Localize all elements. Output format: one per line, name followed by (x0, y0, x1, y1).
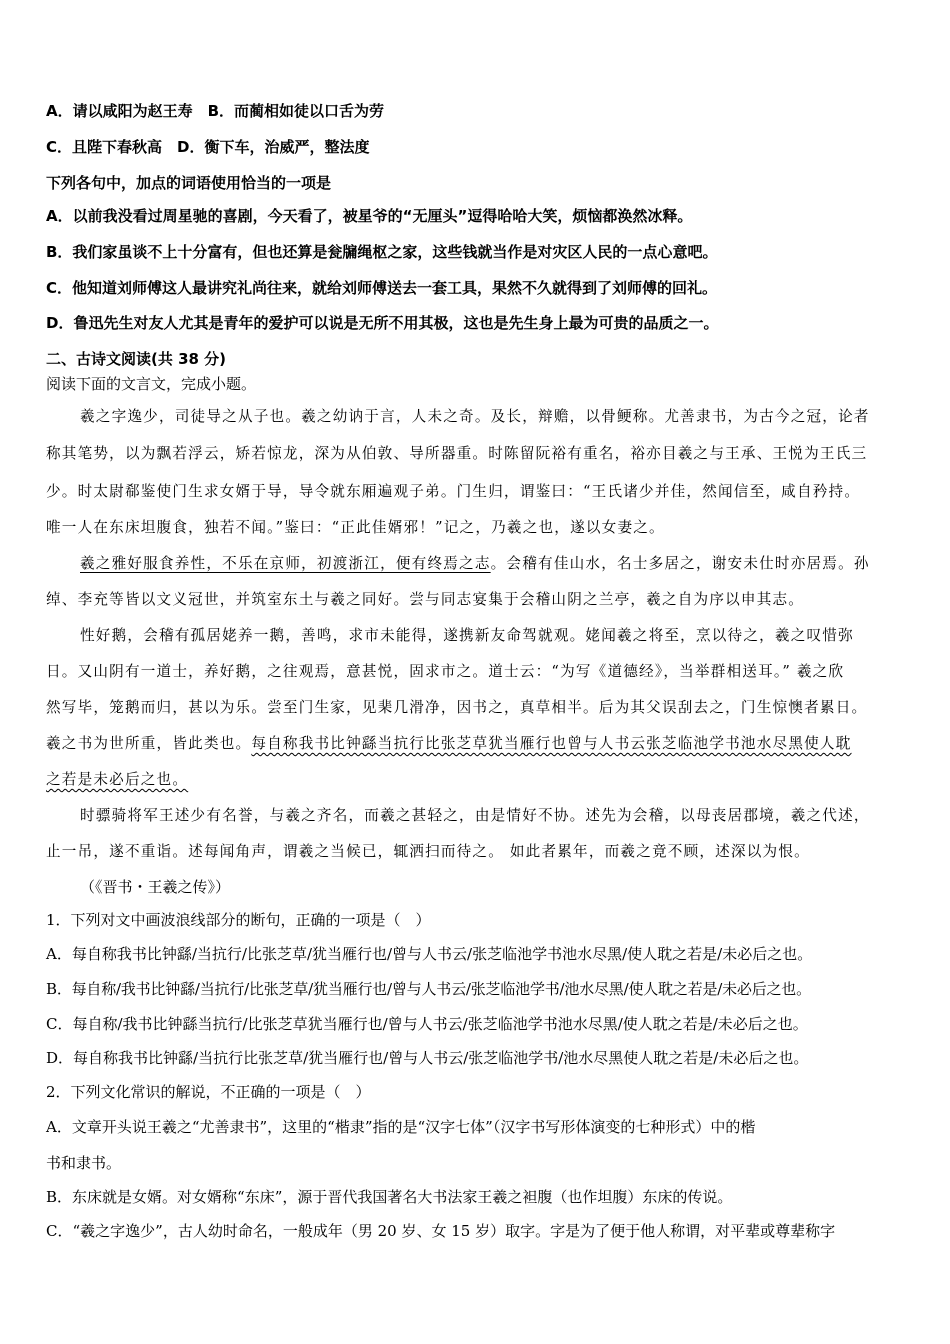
usage-option-c: C．他知道刘师傅这人最讲究礼尚往来，就给刘师傅送去一套工具，果然不久就得到了刘师傅的回礼。 (46, 279, 718, 297)
passage-line: 止一吊，遂不重诣。述每闻角声，谓羲之当候已，辄洒扫而待之。 如此者累年，而羲之竟不顾，述深以为恨。 (46, 843, 810, 860)
question-1-stem: 1．下列对文中画波浪线部分的断句，正确的一项是（ ） (46, 911, 431, 929)
passage-text: 。会稽有佳山水，名士多居之，谢安未仕时亦居焉。孙 (490, 555, 870, 572)
question-2-option-a: A．文章开头说王羲之“尤善隶书”，这里的“楷隶”指的是“汉字七体”（汉字书写形体演变的七种形式）中的楷 (46, 1118, 756, 1136)
option-line-cd: C．且陛下春秋高 D．衡下车，治威严，整法度 (46, 138, 370, 156)
question-2-stem: 2．下列文化常识的解说，不正确的一项是（ ） (46, 1083, 371, 1101)
passage-text: 羲之书为世所重，皆此类也。 (46, 735, 252, 752)
passage-line: 然写毕，笼鹅而归，甚以为乐。尝至门生家，见棐几滑净，因书之，真草相半。后为其父误刮去之，门生惊懊者累日。 (46, 699, 868, 716)
passage-line (46, 734, 852, 754)
question-2-option-a-cont: 书和隶书。 (46, 1154, 122, 1172)
passage-line: 羲之字逸少，司徒导之从子也。羲之幼讷于言，人未之奇。及长，辩赡，以骨鲠称。尤善隶书，为古今之冠，论者 (80, 408, 870, 425)
passage-line: 唯一人在东床坦腹食，独若不闻。”鉴曰：“正此佳婿邪！”记之，乃羲之也，遂以女妻之。 (46, 519, 665, 536)
passage-line (80, 554, 870, 574)
option-line-ab: A．请以咸阳为赵王寿 B．而蔺相如徒以口舌为劳 (46, 102, 385, 120)
question-2-option-c: C．“羲之字逸少”，古人幼时命名，一般成年（男 20 岁、女 15 岁）取字。字是为了便于他人称谓，对平辈或尊辈称字 (46, 1222, 836, 1240)
passage-line: 性好鹅，会稽有孤居姥养一鹅，善鸣，求市未能得，遂携新友命驾就观。姥闻羲之将至，烹以待之，羲之叹惜弥 (80, 627, 854, 644)
question-1-option-a: A．每自称我书比钟繇/当抗行/比张芝草/犹当雁行也/曾与人书云/张芝临池学书池水尽黑/使人耽之若是/未必后之也。 (46, 945, 813, 963)
question-1-option-d: D．每自称我书比钟繇/当抗行比张芝草/犹当雁行也/曾与人书云/张芝临池学书/池水尽黑使人耽之若是/未必后之也。 (46, 1049, 809, 1067)
passage-line: 少。时太尉郗鉴使门生求女婿于导，导令就东厢遍观子弟。门生归，谓鉴曰：“王氏诸少并佳，然闻信至，咸自矜持。 (46, 483, 861, 500)
passage-line: 时骠骑将军王述少有名誉，与羲之齐名，而羲之甚轻之，由是情好不协。述先为会稽，以母丧居郡境，羲之代述， (80, 807, 870, 824)
usage-option-b: B．我们家虽谈不上十分富有，但也还算是瓮牖绳枢之家，这些钱就当作是对灾区人民的一点心意吧。 (46, 243, 718, 261)
underlined-sentence: 羲之雅好服食养性，不乐在京师，初渡浙江，便有终焉之志 (80, 555, 491, 572)
section-title: 二、古诗文阅读(共 38 分) (46, 350, 227, 368)
question-stem-usage: 下列各句中，加点的词语使用恰当的一项是 (46, 174, 332, 192)
question-2-option-b: B．东床就是女婿。对女婿称“东床”，源于晋代我国著名大书法家王羲之袒腹（也作坦腹）东床的传说。 (46, 1188, 733, 1206)
question-1-option-b: B．每自称/我书比钟繇/当抗行/比张芝草/犹当雁行也/曾与人书云/张芝临池学书/池水尽黑/使人耽之若是/未必后之也。 (46, 980, 811, 998)
wavy-underlined-text: 每自称我书比钟繇当抗行比张芝草犹当雁行也曾与人书云张芝临池学书池水尽黑使人耽 (251, 735, 852, 752)
section-intro: 阅读下面的文言文，完成小题。 (46, 375, 257, 393)
passage-line: 绰、李充等皆以文义冠世，并筑室东土与羲之同好。尝与同志宴集于会稽山阴之兰亭，羲之自为序以申其志。 (46, 591, 805, 608)
usage-option-a: A．以前我没看过周星驰的喜剧，今天看了，被星爷的“无厘头”逗得哈哈大笑，烦恼都涣然冰释。 (46, 207, 693, 225)
usage-option-d: D．鲁迅先生对友人尤其是青年的爱护可以说是无所不用其极，这也是先生身上最为可贵的品质之一。 (46, 314, 719, 332)
passage-line: 日。又山阴有一道士，养好鹅，之往观焉，意甚悦，固求市之。道士云：“为写《道德经》，当举群相送耳。” 羲之欣 (46, 663, 845, 680)
question-1-option-c: C．每自称/我书比钟繇当抗行/比张芝草犹当雁行也/曾与人书云/张芝临池学书池水尽黑/使人耽之若是/未必后之也。 (46, 1015, 808, 1033)
passage-line: 称其笔势，以为飘若浮云，矫若惊龙，深为从伯敦、导所器重。时陈留阮裕有重名，裕亦目羲之与王承、王悦为王氏三 (46, 445, 868, 462)
wavy-underlined-text: 之若是未必后之也。 (46, 771, 189, 788)
passage-source: （《晋书・王羲之传》） (80, 878, 231, 896)
passage-line (46, 770, 188, 790)
